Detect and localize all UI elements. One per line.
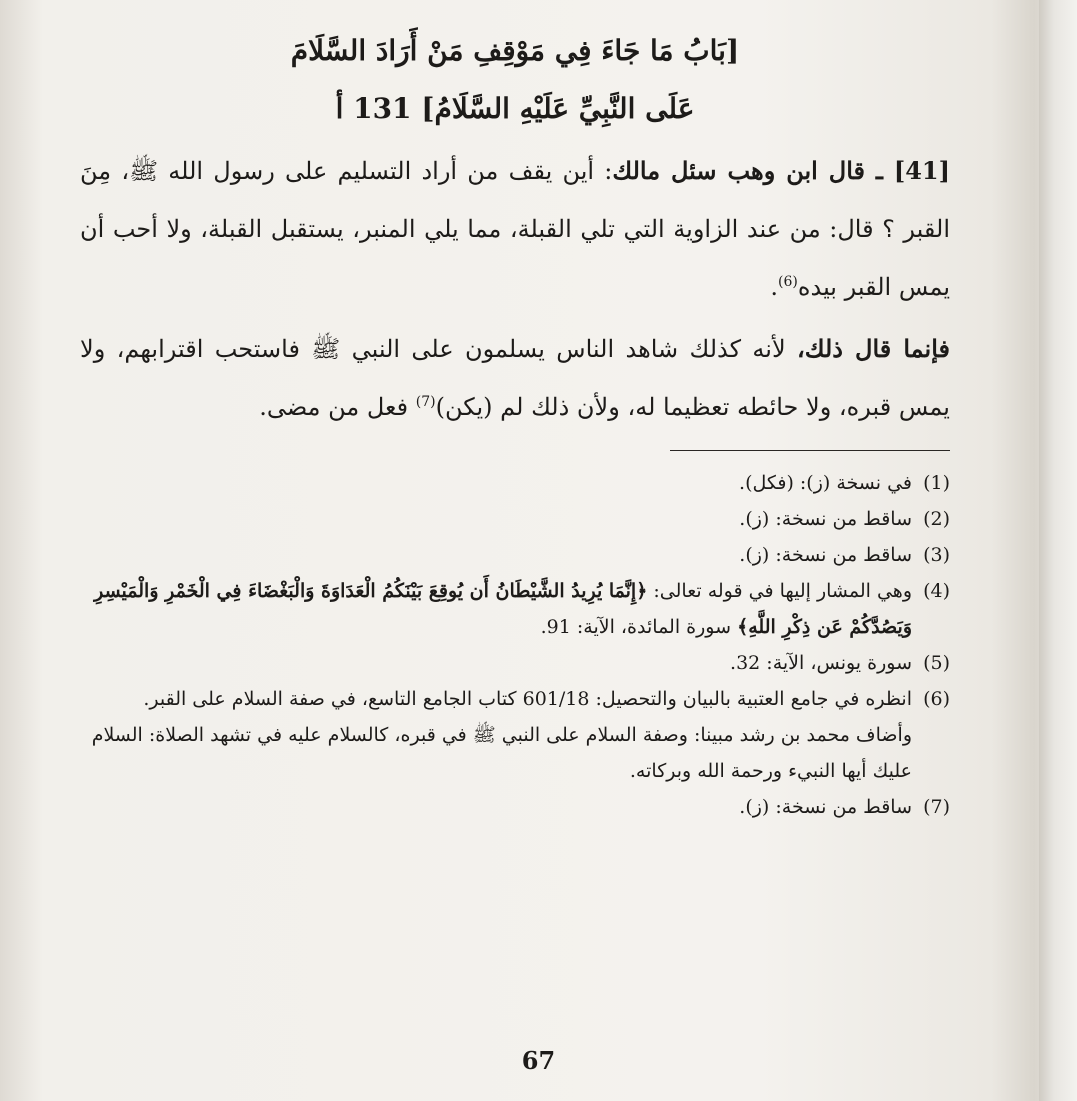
footnote-ref: (7) xyxy=(415,394,436,410)
footnote-number: (7) xyxy=(923,796,950,818)
page-number: 67 xyxy=(521,1046,556,1075)
footnote-ref: (6) xyxy=(778,274,798,290)
paragraph-commentary xyxy=(80,320,950,436)
footnote-text: ساقط من نسخة: (ز). xyxy=(739,508,912,530)
footnote-text: ساقط من نسخة: (ز). xyxy=(739,544,912,566)
footnote-number: (5) xyxy=(923,652,950,674)
footnote-text: سورة يونس، الآية: 32. xyxy=(730,652,912,674)
page-content xyxy=(80,22,950,825)
commentary-lead: فإنما قال ذلك، xyxy=(797,334,950,363)
footnote-text: انظره في جامع العتبية بالبيان والتحصيل: 601/18 كتاب الجامع التاسع، في صفة السلام على القبر. xyxy=(143,688,912,710)
footnote-text-before: وهي المشار إليها في قوله تعالى: xyxy=(647,580,912,602)
footnote-item xyxy=(80,537,950,573)
footnote-text xyxy=(80,573,912,645)
footnote-number: (4) xyxy=(923,580,950,602)
facing-page-edge xyxy=(1039,0,1077,1101)
footnote-number: (6) xyxy=(923,688,950,710)
footnote-item xyxy=(80,789,950,825)
footnote-item xyxy=(80,501,950,537)
footnote-text-after: سورة المائدة، الآية: 91. xyxy=(540,616,738,638)
paragraph-end: . xyxy=(770,273,779,301)
footnote-item xyxy=(80,645,950,681)
main-text xyxy=(80,142,950,436)
footnote-number: (3) xyxy=(923,544,950,566)
footnote-text: وأضاف محمد بن رشد مبينا: وصفة السلام على النبي ﷺ في قبره، كالسلام عليه في تشهد الصلاة: السلام عليك أيها النبيء ورحمة الله وبركاته. xyxy=(91,724,912,782)
paragraph-41 xyxy=(80,142,950,316)
footnote-number: (2) xyxy=(923,508,950,530)
footnote-item xyxy=(80,573,950,645)
footnote-text: ساقط من نسخة: (ز). xyxy=(739,796,912,818)
paragraph-text: : أين يقف من أراد التسليم على رسول الله ﷺ، مِنَ القبر ؟ قال: من عند الزاوية التي تلي القبلة، مما يلي المنبر، يستقبل القبلة، ولا أحب أن يمس القبر بيده xyxy=(80,157,950,301)
footnote-divider xyxy=(670,450,950,451)
footnote-continuation xyxy=(80,717,950,789)
footnote-item xyxy=(80,681,950,717)
commentary-text: لأنه كذلك شاهد الناس يسلمون على النبي ﷺ فاستحب اقترابهم، ولا يمس قبره، ولا حائطه تعظيما له، ولأن ذلك لم (يكن) xyxy=(80,335,950,421)
commentary-end: فعل من مضى. xyxy=(259,393,416,421)
footnote-number: (1) xyxy=(923,472,950,494)
heading-line-1: [بَابُ مَا جَاءَ فِي مَوْقِفِ مَنْ أَرَادَ السَّلَامَ xyxy=(290,34,740,67)
footnote-item xyxy=(80,465,950,501)
paragraph-lead: ـ قال ابن وهب سئل مالك xyxy=(612,156,894,185)
chapter-heading xyxy=(80,22,950,138)
footnotes xyxy=(80,465,950,825)
heading-line-2: عَلَى النَّبِيِّ عَلَيْهِ السَّلَامُ] 131 أ xyxy=(335,92,695,125)
paragraph-number: [41] xyxy=(893,156,950,185)
quran-verse: ﴿إِنَّمَا يُرِيدُ الشَّيْطَانُ أَن يُوقِعَ بَيْنَكُمُ الْعَدَاوَةَ وَالْبَغْضَاءَ فِي الْخَمْرِ وَالْمَيْسِرِ وَيَصُدَّكُمْ عَن ذِكْرِ اللَّهِ﴾ xyxy=(94,580,912,638)
footnote-text: في نسخة (ز): (فكل). xyxy=(739,472,912,494)
